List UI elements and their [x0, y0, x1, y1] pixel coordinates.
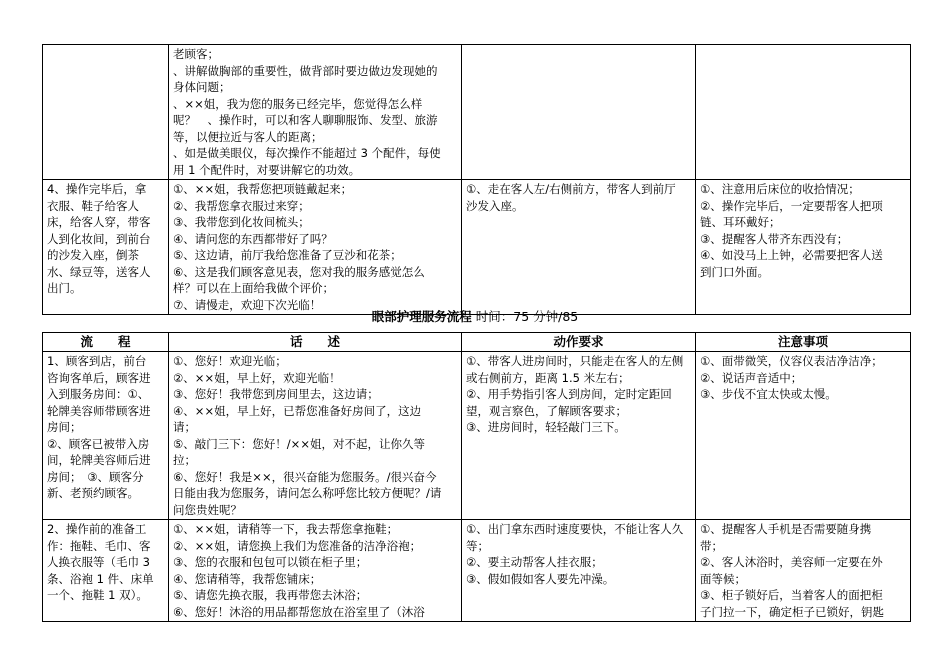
script-cell — [169, 520, 462, 622]
cell-text-line: ②、顾客已被带入房 — [47, 436, 150, 451]
cell-text-line: 条、浴袍 1 件、床单 — [47, 571, 154, 586]
notes-cell — [696, 180, 911, 315]
cell-text-line: 等； — [466, 538, 489, 553]
cell-text-line: 间，轮牌美容师后进 — [47, 453, 151, 467]
cell-text-line: 等，以便拉近与客人的距离； — [173, 129, 323, 144]
top-service-table — [42, 44, 911, 315]
cell-text-line: 床，给客人穿，带客 — [47, 215, 151, 229]
process-cell — [43, 180, 169, 315]
cell-text-line: ⑥、这是我们顾客意见表，您对我的服务感觉怎么 — [173, 264, 425, 279]
cell-text-line: 出门。 — [47, 281, 82, 295]
cell-text-line: 或右侧前方，距离 1.5 米左右； — [466, 370, 630, 385]
cell-text-line: ①、出门拿东西时速度要快，不能让客人久 — [466, 522, 684, 536]
cell-text-line: ①、提醒客人手机是否需要随身携 — [700, 522, 872, 536]
header-process: 流 程 — [43, 333, 169, 352]
cell-text-line: ③、柜子锁好后，当着客人的面把柜 — [700, 588, 883, 602]
section-title-text: 眼部护理服务流程 — [371, 309, 472, 324]
cell-text-line: 衣服、鞋子给客人 — [47, 198, 139, 213]
cell-text-line: 身体问题； — [173, 80, 231, 94]
cell-text-line: 人到化妆间，到前台 — [47, 231, 151, 246]
table-row — [43, 520, 911, 622]
action-cell — [462, 45, 696, 180]
cell-text-line: ④、请问您的东西都带好了吗？ — [173, 231, 333, 246]
script-cell — [169, 45, 462, 180]
cell-text-line: 链、耳环戴好； — [700, 215, 781, 229]
cell-text-line: 子门拉一下，确定柜子已锁好，钥匙 — [700, 604, 884, 619]
cell-text-line: 房间； ③、顾客分 — [47, 469, 144, 484]
script-cell — [169, 352, 462, 520]
cell-text-line: ③、您好！我带您到房间里去，这边请； — [173, 387, 379, 401]
cell-text-line: 到门口外面。 — [700, 264, 769, 279]
cell-text-line: 2、操作前的准备工 — [47, 522, 147, 536]
cell-text-line: 、××姐，我为您的服务已经完毕，您觉得怎么样 — [173, 96, 423, 111]
cell-text-line: ③、进房间时，轻轻敲门三下。 — [466, 420, 626, 434]
cell-text-line: 、如是做美眼仪，每次操作不能超过 3 个配件，每使 — [173, 146, 441, 160]
cell-text-line: 望，观言察色，了解顾客要求； — [466, 403, 627, 418]
cell-text-line: 入到服务房间：①、 — [47, 387, 150, 401]
cell-text-line: 拉； — [173, 453, 196, 467]
cell-text-line: ②、用手势指引客人到房间，定时定距回 — [466, 387, 672, 401]
cell-text-line: ②、我帮您拿衣服过来穿； — [173, 198, 310, 213]
header-script: 话 述 — [169, 333, 462, 352]
cell-text-line: 用 1 个配件时，对要讲解它的功效。 — [173, 162, 361, 177]
cell-text-line: 呢？ 、操作时，可以和客人聊聊服饰、发型、旅游 — [173, 113, 438, 127]
cell-text-line: 1、顾客到店，前台 — [47, 354, 147, 368]
cell-text-line: 日能由我为您服务，请问怎么称呼您比较方便呢？/请 — [173, 486, 442, 500]
cell-text-line: ②、××姐，早上好，欢迎光临！ — [173, 370, 341, 385]
table-row — [43, 45, 911, 180]
eye-care-process-table — [42, 332, 911, 622]
cell-text-line: 房间； — [47, 420, 82, 434]
cell-text-line: 样？可以在上面给我做个评价； — [173, 281, 334, 295]
cell-text-line: ⑥、您好！沐浴的用品都帮您放在浴室里了（沐浴 — [173, 604, 425, 619]
cell-text-line: 沙发入座。 — [466, 198, 524, 213]
cell-text-line: 面等候； — [700, 571, 746, 586]
cell-text-line: 带； — [700, 538, 723, 553]
notes-cell — [696, 352, 911, 520]
cell-text-line: ⑤、请您先换衣服，我再带您去沐浴； — [173, 588, 368, 602]
cell-text-line: ⑦、请慢走，欢迎下次光临！ — [173, 297, 322, 312]
cell-text-line: ①、注意用后床位的收拾情况； — [700, 182, 860, 196]
cell-text-line: ①、××姐，请稍等一下，我去帮您拿拖鞋； — [173, 522, 399, 536]
process-cell — [43, 45, 169, 180]
cell-text-line: 作：拖鞋、毛巾、客 — [47, 538, 151, 553]
cell-text-line: ②、客人沐浴时，美容师一定要在外 — [700, 555, 883, 569]
cell-text-line: ①、××姐，我帮您把项链戴起来； — [173, 182, 353, 196]
process-cell — [43, 520, 169, 622]
header-notes: 注意事项 — [696, 333, 911, 352]
cell-text-line: ②、说话声音适中； — [700, 370, 803, 385]
cell-text-line: ⑥、您好！我是××，很兴奋能为您服务。/很兴奋今 — [173, 469, 437, 484]
cell-text-line: 人换衣服等（毛巾 3 — [47, 555, 150, 569]
action-cell — [462, 352, 696, 520]
cell-text-line: ①、面带微笑，仪容仪表洁净洁净； — [700, 354, 883, 368]
cell-text-line: ①、带客人进房间时，只能走在客人的左侧 — [466, 354, 684, 368]
cell-text-line: ③、提醒客人带齐东西没有； — [700, 231, 849, 246]
cell-text-line: 请； — [173, 420, 196, 434]
cell-text-line: ④、××姐，早上好，已帮您准备好房间了，这边 — [173, 403, 422, 418]
cell-text-line: 轮牌美容师带顾客进 — [47, 403, 151, 418]
cell-text-line: 新、老预约顾客。 — [47, 486, 139, 500]
notes-cell — [696, 45, 911, 180]
notes-cell — [696, 520, 911, 622]
table-row — [43, 180, 911, 315]
cell-text-line: ③、我带您到化妆间梳头； — [173, 215, 310, 229]
header-row — [43, 333, 911, 352]
cell-text-line: ③、步伐不宜太快或太慢。 — [700, 387, 837, 401]
cell-text-line: ④、如没马上上钟，必需要把客人送 — [700, 248, 883, 262]
process-cell — [43, 352, 169, 520]
cell-text-line: 一个、拖鞋 1 双）。 — [47, 588, 148, 602]
cell-text-line: ③、您的衣服和包包可以锁在柜子里； — [173, 555, 368, 569]
cell-text-line: 4、操作完毕后，拿 — [47, 182, 147, 196]
script-cell — [169, 180, 462, 315]
cell-text-line: ②、××姐，请您换上我们为您准备的洁净浴袍； — [173, 538, 422, 553]
table-row — [43, 352, 911, 520]
cell-text-line: ①、您好！欢迎光临； — [173, 354, 287, 368]
cell-text-line: 的沙发入座，倒茶 — [47, 248, 139, 262]
cell-text-line: 老顾客； — [173, 47, 219, 61]
section-time-text: 时间：75 分钟/85 — [471, 309, 579, 324]
action-cell — [462, 520, 696, 622]
cell-text-line: ⑤、敲门三下：您好！/××姐，对不起，让你久等 — [173, 436, 425, 451]
cell-text-line: ⑤、这边请，前厅我给您准备了豆沙和花茶； — [173, 248, 402, 262]
cell-text-line: 水、绿豆等，送客人 — [47, 264, 151, 279]
header-action: 动作要求 — [462, 333, 696, 352]
cell-text-line: ①、走在客人左/右侧前方，带客人到前厅 — [466, 182, 676, 196]
section-title — [0, 309, 950, 325]
cell-text-line: 、讲解做胸部的重要性，做背部时要边做边发现她的 — [173, 63, 438, 78]
cell-text-line: ④、您请稍等，我帮您铺床； — [173, 571, 322, 586]
cell-text-line: ③、假如假如客人要先冲澡。 — [466, 571, 615, 586]
action-cell — [462, 180, 696, 315]
cell-text-line: 咨询客单后，顾客进 — [47, 370, 151, 385]
cell-text-line: ②、操作完毕后，一定要帮客人把项 — [700, 198, 883, 213]
cell-text-line: 问您贵姓呢？ — [173, 502, 242, 517]
cell-text-line: ②、要主动帮客人挂衣服； — [466, 555, 603, 569]
